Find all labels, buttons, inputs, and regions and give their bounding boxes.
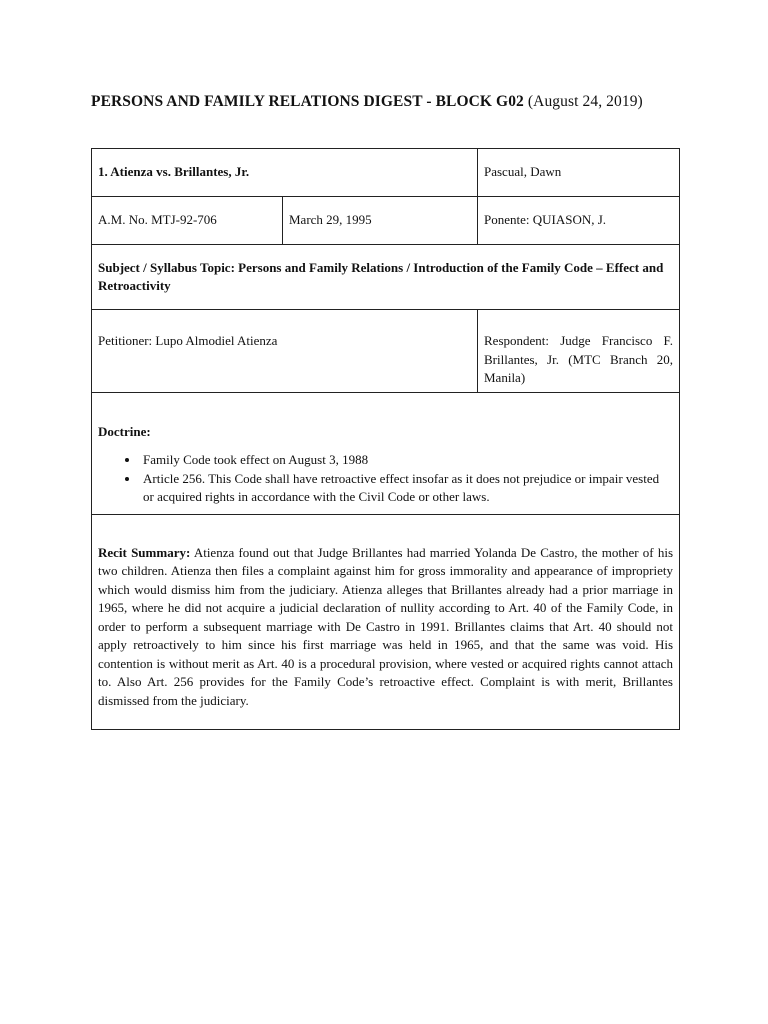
doctrine-item: • Family Code took effect on August 3, 1988 xyxy=(140,451,673,470)
doctrine-item: • Article 256. This Code shall have retroactive effect insofar as it does not prejudice or impair vested or acquired rights in accordance with the Civil Code or other laws. xyxy=(140,470,673,507)
subject-topic: Subject / Syllabus Topic: Persons and Family Relations / Introduction of the Family Code – Effect and Retroactivity xyxy=(92,245,680,310)
case-digest-table xyxy=(91,148,680,730)
doctrine-section xyxy=(92,393,680,515)
case-title: 1. Atienza vs. Brillantes, Jr. xyxy=(92,149,478,197)
recit-row xyxy=(92,515,680,730)
decision-date: March 29, 1995 xyxy=(283,197,478,245)
recit-summary xyxy=(92,515,680,730)
case-title-row xyxy=(92,149,680,197)
recit-text: Atienza found out that Judge Brillantes had married Yolanda De Castro, the mother of his two children. Atienza then files a complaint against him for gross immorality and appearance of impropriety which would dismiss him from the judiciary. Atienza alleges that Brillantes already had a prior marriage in 1965, where he did not acquire a judicial declaration of nullity according to Art. 40 of the Family Code, in order to perform a subsequent marriage with De Castro in 1991. Brillantes claims that Art. 40 should not apply retroactively to him since his first marriage was held in 1965, and that the same was void. His contention is without merit as Art. 40 is a procedural provision, where vested or acquired rights cannot attach to. Also Art. 256 provides for the Family Code’s retroactive effect. Complaint is with merit, Brillantes dismissed from the judiciary. xyxy=(98,544,673,708)
case-info-row xyxy=(92,197,680,245)
digester-name: Pascual, Dawn xyxy=(478,149,680,197)
respondent: Respondent: Judge Francisco F. Brillantes, Jr. (MTC Branch 20, Manila) xyxy=(478,310,680,393)
recit-label: Recit Summary: xyxy=(98,544,191,560)
subject-row xyxy=(92,245,680,310)
docket-number: A.M. No. MTJ-92-706 xyxy=(92,197,283,245)
ponente: Ponente: QUIASON, J. xyxy=(478,197,680,245)
document-date: (August 24, 2019) xyxy=(527,93,643,110)
document-title xyxy=(91,93,643,111)
parties-row xyxy=(92,310,680,393)
doctrine-label: Doctrine: xyxy=(98,423,151,439)
document-title-text: PERSONS AND FAMILY RELATIONS DIGEST - BLOCK G02 xyxy=(91,93,524,110)
doctrine-row xyxy=(92,393,680,515)
doctrine-list xyxy=(98,451,673,507)
petitioner: Petitioner: Lupo Almodiel Atienza xyxy=(92,310,478,393)
